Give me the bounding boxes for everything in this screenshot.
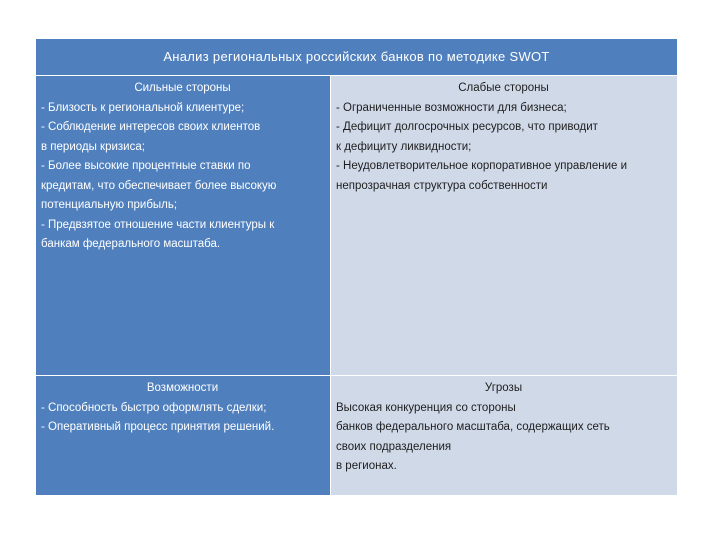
strengths-cell [36,76,331,376]
strengths-line: - Соблюдение интересов своих клиентов [41,121,261,133]
weaknesses-cell [331,76,678,376]
threats-line: своих подразделения [336,440,452,453]
table-row [36,76,678,376]
strengths-line: банкам федерального масштаба. [41,238,221,250]
strengths-line: - Более высокие процентные ставки по [41,160,251,172]
weaknesses-line: - Дефицит долгосрочных ресурсов, что приводит [336,121,598,133]
threats-cell [331,376,678,496]
opportunities-heading: Возможности [146,382,219,394]
strengths-line: потенциальную прибыль; [41,199,178,211]
threats-line: Высокая конкуренция со стороны [336,401,516,414]
opportunities-cell [36,376,331,496]
strengths-line: кредитам, что обеспечивает более высокую [41,179,277,192]
weaknesses-line: к дефициту ликвидности; [336,140,472,153]
strengths-line: - Близость к региональной клиентуре; [41,101,245,114]
weaknesses-heading: Слабые стороны [458,82,549,94]
strengths-line: - Предвзятое отношение части клиентуры к [41,218,275,231]
strengths-line: в периоды кризиса; [41,140,145,153]
threats-heading: Угрозы [484,382,523,394]
table-title: Анализ региональных российских банков по методике SWOT [36,39,678,76]
weaknesses-line: - Неудовлетворительное корпоративное управление и [336,160,628,172]
weaknesses-line: - Ограниченные возможности для бизнеса; [336,101,567,114]
table-row [36,376,678,496]
swot-table [35,38,678,496]
threats-line: в регионах. [336,460,397,472]
threats-line: банков федерального масштаба, содержащих сеть [336,421,610,433]
title-row [36,39,678,76]
opportunities-line: - Оперативный процесс принятия решений. [41,421,275,433]
strengths-heading: Сильные стороны [134,82,231,94]
weaknesses-line: непрозрачная структура собственности [336,179,548,192]
opportunities-line: - Способность быстро оформлять сделки; [41,401,267,414]
